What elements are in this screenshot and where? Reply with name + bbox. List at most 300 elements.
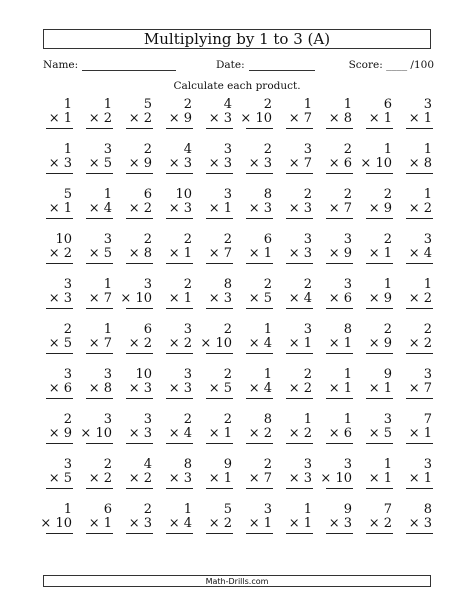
multiplication-problem bbox=[40, 139, 80, 184]
multiplier: × 7 bbox=[288, 156, 312, 171]
multiplier: × 1 bbox=[168, 246, 192, 261]
multiplication-problem bbox=[40, 319, 80, 364]
multiplier: × 2 bbox=[128, 336, 152, 351]
multiplicand: 1 bbox=[423, 142, 432, 157]
multiplication-problem bbox=[400, 409, 440, 454]
multiplier: × 3 bbox=[408, 516, 432, 531]
multiplication-problem bbox=[280, 364, 320, 409]
name-label: Name: bbox=[43, 59, 79, 71]
multiplier: × 2 bbox=[88, 111, 112, 126]
answer-line bbox=[366, 488, 393, 489]
multiplication-problem bbox=[80, 454, 120, 499]
multiplicand: 2 bbox=[143, 502, 152, 517]
multiplicand: 2 bbox=[63, 322, 72, 337]
answer-line bbox=[366, 218, 393, 219]
multiplier: × 6 bbox=[328, 156, 352, 171]
answer-line bbox=[126, 173, 153, 174]
multiplier: × 7 bbox=[88, 336, 112, 351]
answer-line bbox=[206, 263, 233, 264]
multiplicand: 6 bbox=[263, 232, 272, 247]
multiplication-problem bbox=[400, 364, 440, 409]
answer-line bbox=[46, 218, 73, 219]
multiplication-problem bbox=[280, 94, 320, 139]
multiplication-problem bbox=[320, 184, 360, 229]
multiplier: × 8 bbox=[328, 111, 352, 126]
multiplication-problem bbox=[320, 364, 360, 409]
multiplication-problem bbox=[240, 139, 280, 184]
multiplier: × 2 bbox=[288, 381, 312, 396]
multiplicand: 2 bbox=[423, 322, 432, 337]
multiplicand: 6 bbox=[143, 322, 152, 337]
multiplication-problem bbox=[320, 94, 360, 139]
multiplier: × 6 bbox=[328, 291, 352, 306]
multiplicand: 3 bbox=[103, 367, 112, 382]
answer-line bbox=[246, 263, 273, 264]
multiplicand: 2 bbox=[303, 277, 312, 292]
multiplier: × 4 bbox=[248, 381, 272, 396]
multiplicand: 3 bbox=[423, 457, 432, 472]
answer-line bbox=[286, 353, 313, 354]
answer-line bbox=[326, 398, 353, 399]
multiplier: × 7 bbox=[88, 291, 112, 306]
answer-line bbox=[366, 353, 393, 354]
multiplication-problem bbox=[400, 94, 440, 139]
multiplicand: 1 bbox=[303, 97, 312, 112]
multiplicand: 2 bbox=[143, 142, 152, 157]
multiplication-problem bbox=[160, 499, 200, 544]
multiplication-problem bbox=[120, 274, 160, 319]
multiplier: × 1 bbox=[288, 336, 312, 351]
multiplier: × 9 bbox=[48, 426, 72, 441]
multiplier: × 10 bbox=[120, 291, 152, 306]
multiplication-problem bbox=[360, 139, 400, 184]
multiplier: × 3 bbox=[168, 381, 192, 396]
multiplication-problem bbox=[280, 409, 320, 454]
answer-line bbox=[46, 263, 73, 264]
answer-line bbox=[86, 443, 113, 444]
multiplication-problem bbox=[320, 274, 360, 319]
multiplicand: 3 bbox=[263, 502, 272, 517]
multiplier: × 2 bbox=[288, 426, 312, 441]
answer-line bbox=[406, 173, 433, 174]
multiplier: × 5 bbox=[88, 156, 112, 171]
multiplication-problem bbox=[240, 319, 280, 364]
answer-line bbox=[326, 443, 353, 444]
answer-line bbox=[246, 488, 273, 489]
multiplicand: 7 bbox=[423, 412, 432, 427]
multiplicand: 1 bbox=[183, 502, 192, 517]
answer-line bbox=[286, 173, 313, 174]
worksheet-title: Multiplying by 1 to 3 (A) bbox=[43, 29, 431, 49]
date-label: Date: bbox=[216, 59, 245, 71]
multiplication-problem bbox=[360, 409, 400, 454]
multiplicand: 6 bbox=[143, 187, 152, 202]
answer-line bbox=[166, 443, 193, 444]
multiplier: × 9 bbox=[368, 336, 392, 351]
multiplier: × 5 bbox=[48, 336, 72, 351]
multiplication-problem bbox=[80, 499, 120, 544]
multiplication-problem bbox=[80, 229, 120, 274]
answer-line bbox=[46, 443, 73, 444]
answer-line bbox=[46, 128, 73, 129]
multiplier: × 1 bbox=[368, 471, 392, 486]
multiplicand: 1 bbox=[103, 277, 112, 292]
multiplication-problem bbox=[80, 274, 120, 319]
multiplicand: 10 bbox=[55, 232, 72, 247]
multiplicand: 4 bbox=[223, 97, 232, 112]
multiplicand: 8 bbox=[223, 277, 232, 292]
multiplier: × 7 bbox=[288, 111, 312, 126]
multiplication-problem bbox=[200, 139, 240, 184]
answer-line bbox=[406, 128, 433, 129]
multiplicand: 2 bbox=[143, 232, 152, 247]
multiplier: × 7 bbox=[248, 471, 272, 486]
answer-line bbox=[46, 398, 73, 399]
multiplication-problem bbox=[280, 319, 320, 364]
answer-line bbox=[406, 263, 433, 264]
answer-line bbox=[46, 533, 73, 534]
answer-line bbox=[86, 218, 113, 219]
multiplicand: 3 bbox=[183, 367, 192, 382]
multiplier: × 1 bbox=[368, 381, 392, 396]
multiplication-problem bbox=[360, 454, 400, 499]
multiplicand: 1 bbox=[423, 277, 432, 292]
multiplier: × 3 bbox=[208, 111, 232, 126]
multiplicand: 5 bbox=[143, 97, 152, 112]
multiplication-problem bbox=[320, 229, 360, 274]
answer-line bbox=[166, 353, 193, 354]
multiplication-problem bbox=[200, 184, 240, 229]
multiplication-problem bbox=[120, 409, 160, 454]
multiplicand: 3 bbox=[183, 322, 192, 337]
answer-line bbox=[206, 173, 233, 174]
answer-line bbox=[86, 263, 113, 264]
answer-line bbox=[246, 533, 273, 534]
multiplier: × 1 bbox=[48, 111, 72, 126]
multiplication-problem bbox=[200, 364, 240, 409]
answer-line bbox=[166, 263, 193, 264]
answer-line bbox=[406, 443, 433, 444]
multiplier: × 4 bbox=[248, 336, 272, 351]
multiplicand: 1 bbox=[103, 97, 112, 112]
multiplicand: 1 bbox=[343, 367, 352, 382]
multiplicand: 9 bbox=[223, 457, 232, 472]
multiplier: × 9 bbox=[368, 291, 392, 306]
answer-line bbox=[366, 128, 393, 129]
multiplier: × 4 bbox=[168, 516, 192, 531]
multiplication-problem bbox=[400, 139, 440, 184]
multiplicand: 7 bbox=[383, 502, 392, 517]
multiplicand: 2 bbox=[183, 412, 192, 427]
answer-line bbox=[406, 398, 433, 399]
answer-line bbox=[166, 488, 193, 489]
answer-line bbox=[206, 533, 233, 534]
multiplication-problem bbox=[120, 364, 160, 409]
answer-line bbox=[366, 173, 393, 174]
multiplicand: 2 bbox=[103, 457, 112, 472]
answer-line bbox=[406, 308, 433, 309]
multiplication-problem bbox=[240, 94, 280, 139]
multiplier: × 1 bbox=[168, 291, 192, 306]
answer-line bbox=[126, 533, 153, 534]
multiplier: × 1 bbox=[48, 201, 72, 216]
answer-line bbox=[86, 173, 113, 174]
multiplication-problem bbox=[120, 184, 160, 229]
multiplication-problem bbox=[40, 499, 80, 544]
multiplicand: 2 bbox=[263, 457, 272, 472]
multiplier: × 2 bbox=[368, 516, 392, 531]
multiplicand: 1 bbox=[383, 142, 392, 157]
multiplication-problem bbox=[40, 274, 80, 319]
answer-line bbox=[286, 218, 313, 219]
multiplicand: 3 bbox=[103, 142, 112, 157]
multiplication-problem bbox=[320, 499, 360, 544]
multiplicand: 5 bbox=[223, 502, 232, 517]
multiplicand: 3 bbox=[343, 277, 352, 292]
multiplicand: 8 bbox=[263, 187, 272, 202]
multiplication-problem bbox=[360, 364, 400, 409]
multiplier: × 2 bbox=[48, 246, 72, 261]
score-field[interactable] bbox=[349, 59, 434, 71]
multiplier: × 3 bbox=[128, 516, 152, 531]
multiplier: × 2 bbox=[248, 426, 272, 441]
multiplication-problem bbox=[120, 94, 160, 139]
multiplication-problem bbox=[240, 229, 280, 274]
multiplier: × 5 bbox=[208, 381, 232, 396]
multiplier: × 10 bbox=[360, 156, 392, 171]
multiplicand: 1 bbox=[63, 97, 72, 112]
multiplier: × 10 bbox=[80, 426, 112, 441]
multiplication-problem bbox=[320, 139, 360, 184]
answer-line bbox=[126, 488, 153, 489]
answer-line bbox=[166, 398, 193, 399]
answer-line bbox=[126, 128, 153, 129]
multiplier: × 5 bbox=[248, 291, 272, 306]
date-field[interactable] bbox=[216, 59, 315, 71]
multiplicand: 8 bbox=[343, 322, 352, 337]
multiplier: × 10 bbox=[240, 111, 272, 126]
multiplication-problem bbox=[120, 454, 160, 499]
multiplication-problem bbox=[360, 499, 400, 544]
answer-line bbox=[166, 218, 193, 219]
multiplier: × 3 bbox=[288, 471, 312, 486]
multiplication-problem bbox=[160, 454, 200, 499]
multiplicand: 3 bbox=[223, 142, 232, 157]
answer-line bbox=[206, 443, 233, 444]
multiplier: × 8 bbox=[128, 246, 152, 261]
problem-grid bbox=[40, 94, 440, 544]
answer-line bbox=[86, 128, 113, 129]
multiplication-problem bbox=[400, 499, 440, 544]
multiplier: × 3 bbox=[288, 201, 312, 216]
multiplication-problem bbox=[360, 229, 400, 274]
name-field[interactable] bbox=[43, 59, 176, 71]
multiplier: × 9 bbox=[328, 246, 352, 261]
answer-line bbox=[326, 263, 353, 264]
multiplier: × 1 bbox=[328, 336, 352, 351]
multiplier: × 1 bbox=[368, 246, 392, 261]
answer-line bbox=[206, 398, 233, 399]
multiplier: × 3 bbox=[248, 201, 272, 216]
multiplicand: 3 bbox=[423, 367, 432, 382]
multiplier: × 6 bbox=[48, 381, 72, 396]
multiplier: × 3 bbox=[48, 156, 72, 171]
multiplicand: 3 bbox=[223, 187, 232, 202]
multiplication-problem bbox=[200, 229, 240, 274]
multiplier: × 9 bbox=[168, 111, 192, 126]
answer-line bbox=[286, 128, 313, 129]
multiplier: × 2 bbox=[168, 336, 192, 351]
multiplier: × 3 bbox=[248, 156, 272, 171]
answer-line bbox=[366, 263, 393, 264]
multiplicand: 3 bbox=[383, 412, 392, 427]
multiplier: × 1 bbox=[368, 111, 392, 126]
multiplication-problem bbox=[40, 94, 80, 139]
answer-line bbox=[46, 353, 73, 354]
multiplicand: 3 bbox=[103, 412, 112, 427]
multiplier: × 5 bbox=[368, 426, 392, 441]
answer-line bbox=[366, 398, 393, 399]
answer-line bbox=[206, 128, 233, 129]
multiplication-problem bbox=[200, 94, 240, 139]
answer-line bbox=[166, 128, 193, 129]
answer-line bbox=[206, 353, 233, 354]
multiplication-problem bbox=[160, 274, 200, 319]
multiplicand: 2 bbox=[223, 322, 232, 337]
answer-line bbox=[366, 308, 393, 309]
multiplicand: 4 bbox=[143, 457, 152, 472]
multiplication-problem bbox=[40, 229, 80, 274]
multiplication-problem bbox=[240, 499, 280, 544]
multiplier: × 2 bbox=[128, 111, 152, 126]
multiplier: × 2 bbox=[88, 471, 112, 486]
multiplication-problem bbox=[400, 229, 440, 274]
multiplier: × 3 bbox=[168, 156, 192, 171]
multiplication-problem bbox=[360, 94, 400, 139]
multiplication-problem bbox=[280, 499, 320, 544]
answer-line bbox=[286, 533, 313, 534]
multiplicand: 3 bbox=[343, 457, 352, 472]
multiplier: × 9 bbox=[368, 201, 392, 216]
answer-line bbox=[46, 488, 73, 489]
multiplication-problem bbox=[400, 184, 440, 229]
multiplier: × 1 bbox=[248, 246, 272, 261]
answer-line bbox=[286, 308, 313, 309]
multiplication-problem bbox=[320, 319, 360, 364]
multiplier: × 4 bbox=[408, 246, 432, 261]
answer-line bbox=[86, 533, 113, 534]
multiplicand: 2 bbox=[343, 142, 352, 157]
multiplier: × 2 bbox=[408, 201, 432, 216]
multiplicand: 1 bbox=[303, 502, 312, 517]
multiplication-problem bbox=[160, 184, 200, 229]
multiplicand: 2 bbox=[183, 277, 192, 292]
multiplicand: 2 bbox=[223, 412, 232, 427]
multiplier: × 5 bbox=[48, 471, 72, 486]
multiplier: × 3 bbox=[288, 246, 312, 261]
multiplier: × 4 bbox=[88, 201, 112, 216]
multiplication-problem bbox=[240, 184, 280, 229]
multiplication-problem bbox=[160, 409, 200, 454]
answer-line bbox=[46, 308, 73, 309]
multiplier: × 4 bbox=[288, 291, 312, 306]
multiplicand: 5 bbox=[63, 187, 72, 202]
multiplication-problem bbox=[80, 319, 120, 364]
multiplier: × 7 bbox=[328, 201, 352, 216]
multiplicand: 3 bbox=[63, 367, 72, 382]
multiplier: × 8 bbox=[88, 381, 112, 396]
multiplicand: 2 bbox=[383, 322, 392, 337]
answer-line bbox=[246, 398, 273, 399]
answer-line bbox=[166, 308, 193, 309]
multiplier: × 2 bbox=[128, 201, 152, 216]
multiplier: × 1 bbox=[328, 381, 352, 396]
multiplication-problem bbox=[40, 184, 80, 229]
answer-line bbox=[326, 128, 353, 129]
multiplication-problem bbox=[80, 139, 120, 184]
multiplication-problem bbox=[200, 499, 240, 544]
multiplication-problem bbox=[400, 454, 440, 499]
multiplication-problem bbox=[200, 409, 240, 454]
multiplicand: 1 bbox=[423, 187, 432, 202]
multiplicand: 10 bbox=[135, 367, 152, 382]
answer-line bbox=[206, 308, 233, 309]
answer-line bbox=[366, 443, 393, 444]
multiplier: × 2 bbox=[128, 471, 152, 486]
answer-line bbox=[286, 398, 313, 399]
answer-line bbox=[246, 128, 273, 129]
multiplicand: 10 bbox=[175, 187, 192, 202]
multiplicand: 2 bbox=[183, 97, 192, 112]
answer-line bbox=[126, 263, 153, 264]
answer-line bbox=[86, 488, 113, 489]
multiplicand: 1 bbox=[103, 322, 112, 337]
answer-line bbox=[406, 218, 433, 219]
answer-line bbox=[326, 173, 353, 174]
multiplicand: 2 bbox=[223, 367, 232, 382]
multiplication-problem bbox=[360, 184, 400, 229]
multiplicand: 1 bbox=[303, 412, 312, 427]
answer-line bbox=[86, 308, 113, 309]
multiplication-problem bbox=[80, 409, 120, 454]
multiplier: × 2 bbox=[208, 516, 232, 531]
multiplier: × 3 bbox=[168, 471, 192, 486]
multiplicand: 1 bbox=[263, 367, 272, 382]
multiplicand: 3 bbox=[303, 457, 312, 472]
date-blank-line bbox=[249, 59, 315, 71]
multiplicand: 3 bbox=[303, 322, 312, 337]
multiplier: × 3 bbox=[328, 516, 352, 531]
multiplicand: 1 bbox=[383, 457, 392, 472]
multiplicand: 3 bbox=[63, 457, 72, 472]
multiplicand: 3 bbox=[63, 277, 72, 292]
multiplier: × 5 bbox=[88, 246, 112, 261]
multiplicand: 3 bbox=[143, 277, 152, 292]
multiplicand: 4 bbox=[183, 142, 192, 157]
answer-line bbox=[126, 218, 153, 219]
multiplier: × 2 bbox=[408, 336, 432, 351]
multiplication-problem bbox=[240, 274, 280, 319]
multiplier: × 9 bbox=[128, 156, 152, 171]
answer-line bbox=[326, 488, 353, 489]
answer-line bbox=[366, 533, 393, 534]
score-label: Score: ____ /100 bbox=[348, 59, 434, 71]
multiplicand: 2 bbox=[383, 187, 392, 202]
multiplicand: 3 bbox=[103, 232, 112, 247]
answer-line bbox=[126, 398, 153, 399]
multiplicand: 9 bbox=[343, 502, 352, 517]
multiplication-problem bbox=[120, 229, 160, 274]
